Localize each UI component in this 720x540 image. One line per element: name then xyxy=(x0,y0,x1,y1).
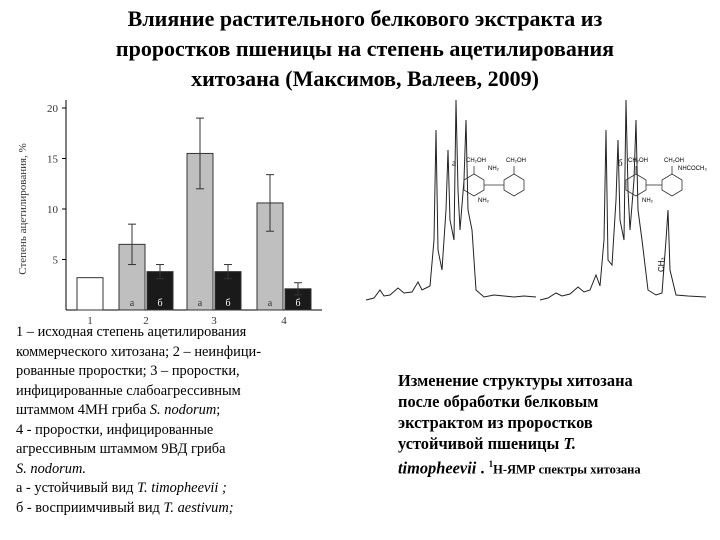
desc-line: устойчивой пшеницы T. xyxy=(398,434,576,453)
bar-chart xyxy=(0,88,330,328)
y-tick-label: 20 xyxy=(47,103,58,115)
title-line-2: проростков пшеницы на степень ацетилирования xyxy=(115,36,615,61)
ch2oh-label-b1: CH₂OH xyxy=(628,158,648,164)
desc-line: после обработки белковым xyxy=(398,392,599,411)
bar-sub-label: б xyxy=(157,298,163,309)
caption-line: рованные проростки; 3 – проростки, xyxy=(16,363,240,379)
x-group-label: 1 xyxy=(87,315,93,327)
caption-line: 1 – исходная степень ацетилирования xyxy=(16,324,247,340)
ch3-label: CH₃ xyxy=(657,257,666,272)
caption-line: S. nodorum. xyxy=(16,460,86,477)
caption-line: коммерческого хитозана; 2 – неинфици- xyxy=(16,343,262,360)
caption-line: а - устойчивый вид T. timopheevii ; xyxy=(16,480,227,496)
caption-line: б - восприимчивый вид T. aestivum; xyxy=(16,499,234,516)
bar-sub-label: б xyxy=(225,298,231,309)
nmr-spectrum-b xyxy=(538,90,708,320)
bar-sub-label: а xyxy=(197,298,203,309)
bar-sub-label: б xyxy=(295,298,301,309)
panel-a-label: а xyxy=(452,158,456,168)
y-axis-label: Степень ацетилирования, % xyxy=(17,143,29,275)
ch2oh-label-b2: CH₂OH xyxy=(664,158,684,164)
title-line-1: Влияние растительного белкового экстракта из xyxy=(127,6,603,31)
caption-line: агрессивным штаммом 9ВД гриба xyxy=(16,441,226,457)
chart-caption xyxy=(16,323,356,518)
caption-line: инфицированные слабоагрессивным xyxy=(16,382,241,399)
bar-chart-svg xyxy=(0,88,330,328)
bar-sub-label: а xyxy=(267,298,273,309)
y-tick-label: 5 xyxy=(52,254,58,267)
caption-line: 4 - проростки, инфицированные xyxy=(16,421,214,438)
spectrum-trace-b xyxy=(540,100,706,300)
y-tick-label: 15 xyxy=(47,153,58,166)
ch2oh-label-2: CH₂OH xyxy=(506,158,526,164)
bar-1 xyxy=(77,278,103,310)
x-group-label: 3 xyxy=(211,315,217,327)
spectrum-trace-a xyxy=(366,100,536,300)
ch2oh-label-1: CH₂OH xyxy=(466,158,486,164)
slide-title xyxy=(60,4,670,94)
nmr-spectrum-a xyxy=(364,90,539,320)
desc-line: timopheevii . $^1$Н-ЯМР спектры хитозана xyxy=(398,458,641,478)
nmr-spectrum-a-svg xyxy=(364,90,539,320)
panel-b-label: б xyxy=(618,158,623,168)
spectra-description xyxy=(398,370,718,480)
desc-line: экстрактом из проростков xyxy=(398,413,593,432)
nh2-label-b: NH₂ xyxy=(642,198,653,204)
title-line-3: хитозана (Максимов, Валеев, 2009) xyxy=(191,66,539,91)
nhcoch3-label: NHCOCH₃ xyxy=(678,166,707,172)
bar-sub-label: а xyxy=(129,298,135,309)
nmr-spectrum-b-svg xyxy=(538,90,708,320)
x-group-label: 2 xyxy=(143,315,149,327)
caption-line: штаммом 4МН гриба S. nodorum; xyxy=(16,402,221,418)
x-group-label: 4 xyxy=(281,315,287,327)
nh2-label-1: NH₂ xyxy=(488,166,499,172)
nh2-label-2: NH₂ xyxy=(478,198,489,204)
desc-line: Изменение структуры хитозана xyxy=(398,371,633,390)
y-tick-label: 10 xyxy=(47,204,58,216)
